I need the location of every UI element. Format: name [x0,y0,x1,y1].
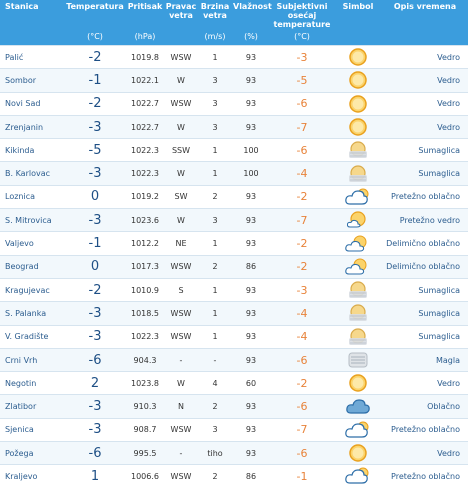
humidity-value: 93 [232,418,270,441]
haze-icon [334,280,382,300]
feels-like-value: -7 [270,115,334,138]
feels-like-value: -6 [270,442,334,465]
feels-like-value: -2 [270,232,334,255]
wind-speed-value: 3 [198,69,232,92]
weather-description: Delimično oblačno [382,232,468,255]
temperature-value: -3 [64,162,126,185]
cloud-sun-icon [334,466,382,486]
wind-direction-value: WSW [164,46,198,69]
weather-icon-cell [334,395,382,418]
wind-direction-value: W [164,69,198,92]
weather-description: Vedro [382,442,468,465]
weather-description: Vedro [382,115,468,138]
col-symbol: Simbol [334,0,382,32]
humidity-value: 93 [232,69,270,92]
table-row [0,209,468,232]
weather-icon-cell [334,162,382,185]
humidity-value: 93 [232,232,270,255]
weather-description: Pretežno vedro [382,209,468,232]
feels-like-value: -6 [270,348,334,371]
table-row [0,162,468,185]
temperature-value: -3 [64,418,126,441]
table-row [0,442,468,465]
unit-symbol [334,32,382,46]
sun-icon [334,373,382,393]
weather-description: Sumaglica [382,278,468,301]
station-name: Kraljevo [0,465,64,488]
wind-speed-value: 3 [198,92,232,115]
station-name: Palić [0,46,64,69]
wind-speed-value: - [198,348,232,371]
col-humidity: Vlažnost [232,0,270,32]
humidity-value: 100 [232,139,270,162]
wind-speed-value: tiho [198,442,232,465]
pressure-value: 1023.8 [126,372,164,395]
weather-icon-cell [334,232,382,255]
wind-direction-value: S [164,278,198,301]
table-row [0,418,468,441]
humidity-value: 93 [232,209,270,232]
wind-direction-value: W [164,372,198,395]
feels-like-value: -3 [270,46,334,69]
humidity-value: 60 [232,372,270,395]
temperature-value: -2 [64,92,126,115]
wind-speed-value: 1 [198,46,232,69]
sun-icon [334,47,382,67]
humidity-value: 93 [232,442,270,465]
wind-speed-value: 4 [198,372,232,395]
sun-icon [334,94,382,114]
sun-cloud-icon [334,210,382,230]
humidity-value: 93 [232,348,270,371]
weather-description: Sumaglica [382,162,468,185]
wind-speed-value: 1 [198,325,232,348]
weather-icon-cell [334,278,382,301]
temperature-value: -2 [64,278,126,301]
feels-like-value: -1 [270,465,334,488]
table-row [0,69,468,92]
col-feels-like: Subjektivni osećaj temperature [270,0,334,32]
table-row [0,46,468,69]
wind-direction-value: - [164,348,198,371]
pressure-value: 1019.8 [126,46,164,69]
wind-direction-value: W [164,115,198,138]
wind-speed-value: 2 [198,255,232,278]
feels-like-value: -2 [270,255,334,278]
pressure-value: 1012.2 [126,232,164,255]
fog-icon [334,350,382,370]
pressure-value: 1022.1 [126,69,164,92]
wind-speed-value: 1 [198,302,232,325]
weather-description: Oblačno [382,395,468,418]
cloud-icon [334,397,382,417]
wind-speed-value: 2 [198,465,232,488]
weather-description: Sumaglica [382,302,468,325]
station-name: Negotin [0,372,64,395]
humidity-value: 93 [232,302,270,325]
humidity-value: 93 [232,185,270,208]
wind-direction-value: WSW [164,418,198,441]
humidity-value: 93 [232,325,270,348]
station-name: Sombor [0,69,64,92]
cloud-sun-icon [334,187,382,207]
station-name: Crni Vrh [0,348,64,371]
temperature-value: -3 [64,302,126,325]
temperature-value: -6 [64,348,126,371]
table-row [0,115,468,138]
haze-icon [334,327,382,347]
col-wind-direction: Pravac vetra [164,0,198,32]
table-row [0,395,468,418]
temperature-value: -3 [64,115,126,138]
temperature-value: -3 [64,325,126,348]
feels-like-value: -5 [270,69,334,92]
feels-like-value: -4 [270,302,334,325]
table-row [0,139,468,162]
weather-icon-cell [334,418,382,441]
wind-direction-value: NE [164,232,198,255]
wind-speed-value: 1 [198,278,232,301]
temperature-value: -6 [64,442,126,465]
station-name: B. Karlovac [0,162,64,185]
partly-icon [334,234,382,254]
wind-direction-value: W [164,162,198,185]
feels-like-value: -2 [270,185,334,208]
table-row [0,255,468,278]
pressure-value: 904.3 [126,348,164,371]
wind-direction-value: SSW [164,139,198,162]
table-row [0,325,468,348]
unit-humidity: (%) [232,32,270,46]
wind-direction-value: W [164,209,198,232]
unit-wind-direction [164,32,198,46]
feels-like-value: -7 [270,209,334,232]
pressure-value: 1023.6 [126,209,164,232]
humidity-value: 86 [232,465,270,488]
table-row [0,372,468,395]
table-row [0,348,468,371]
wind-speed-value: 3 [198,209,232,232]
weather-icon-cell [334,465,382,488]
haze-icon [334,164,382,184]
station-name: S. Mitrovica [0,209,64,232]
temperature-value: -2 [64,46,126,69]
pressure-value: 1018.5 [126,302,164,325]
table-row [0,278,468,301]
temperature-value: 0 [64,255,126,278]
humidity-value: 100 [232,162,270,185]
pressure-value: 910.3 [126,395,164,418]
weather-description: Vedro [382,92,468,115]
weather-icon-cell [334,442,382,465]
col-description: Opis vremena [382,0,468,32]
humidity-value: 93 [232,92,270,115]
pressure-value: 1019.2 [126,185,164,208]
weather-icon-cell [334,348,382,371]
feels-like-value: -4 [270,162,334,185]
station-name: S. Palanka [0,302,64,325]
wind-direction-value: - [164,442,198,465]
humidity-value: 93 [232,395,270,418]
feels-like-value: -4 [270,325,334,348]
units-row [0,32,468,46]
station-name: Zlatibor [0,395,64,418]
cloud-sun-icon [334,420,382,440]
weather-description: Pretežno oblačno [382,465,468,488]
weather-icon-cell [334,115,382,138]
temperature-value: -3 [64,395,126,418]
weather-icon-cell [334,46,382,69]
temperature-value: -3 [64,209,126,232]
header-row [0,0,468,32]
wind-speed-value: 2 [198,185,232,208]
station-name: Kikinda [0,139,64,162]
weather-description: Pretežno oblačno [382,185,468,208]
table-row [0,465,468,488]
weather-description: Sumaglica [382,325,468,348]
weather-icon-cell [334,69,382,92]
unit-feels-like: (°C) [270,32,334,46]
weather-description: Sumaglica [382,139,468,162]
station-name: Loznica [0,185,64,208]
feels-like-value: -2 [270,372,334,395]
wind-direction-value: WSW [164,465,198,488]
pressure-value: 1022.3 [126,325,164,348]
weather-icon-cell [334,325,382,348]
weather-icon-cell [334,209,382,232]
temperature-value: 2 [64,372,126,395]
pressure-value: 1017.3 [126,255,164,278]
wind-speed-value: 1 [198,139,232,162]
feels-like-value: -7 [270,418,334,441]
col-pressure: Pritisak [126,0,164,32]
wind-direction-value: WSW [164,92,198,115]
haze-icon [334,303,382,323]
wind-speed-value: 3 [198,115,232,138]
col-station: Stanica [0,0,64,32]
col-wind-speed: Brzina vetra [198,0,232,32]
wind-direction-value: WSW [164,302,198,325]
station-name: Zrenjanin [0,115,64,138]
haze-icon [334,140,382,160]
wind-speed-value: 3 [198,418,232,441]
pressure-value: 1006.6 [126,465,164,488]
wind-speed-value: 1 [198,162,232,185]
wind-speed-value: 1 [198,232,232,255]
station-name: V. Gradište [0,325,64,348]
col-temperature: Temperatura [64,0,126,32]
unit-station [0,32,64,46]
pressure-value: 1022.7 [126,115,164,138]
unit-wind-speed: (m/s) [198,32,232,46]
humidity-value: 93 [232,115,270,138]
weather-icon-cell [334,139,382,162]
table-row [0,232,468,255]
weather-description: Delimično oblačno [382,255,468,278]
weather-icon-cell [334,185,382,208]
temperature-value: 1 [64,465,126,488]
wind-direction-value: SW [164,185,198,208]
sun-icon [334,70,382,90]
station-name: Valjevo [0,232,64,255]
table-row [0,302,468,325]
weather-description: Vedro [382,69,468,92]
unit-pressure: (hPa) [126,32,164,46]
wind-direction-value: N [164,395,198,418]
weather-description: Vedro [382,372,468,395]
wind-direction-value: WSW [164,325,198,348]
sun-icon [334,117,382,137]
temperature-value: 0 [64,185,126,208]
station-name: Sjenica [0,418,64,441]
weather-icon-cell [334,302,382,325]
humidity-value: 86 [232,255,270,278]
unit-description [382,32,468,46]
temperature-value: -5 [64,139,126,162]
feels-like-value: -6 [270,139,334,162]
temperature-value: -1 [64,232,126,255]
feels-like-value: -3 [270,278,334,301]
pressure-value: 908.7 [126,418,164,441]
pressure-value: 1022.3 [126,139,164,162]
wind-direction-value: WSW [164,255,198,278]
station-name: Požega [0,442,64,465]
weather-description: Vedro [382,46,468,69]
weather-description: Magla [382,348,468,371]
pressure-value: 1010.9 [126,278,164,301]
weather-description: Pretežno oblačno [382,418,468,441]
wind-speed-value: 2 [198,395,232,418]
pressure-value: 1022.3 [126,162,164,185]
humidity-value: 93 [232,46,270,69]
table-row [0,92,468,115]
weather-icon-cell [334,92,382,115]
feels-like-value: -6 [270,92,334,115]
partly-icon [334,257,382,277]
feels-like-value: -6 [270,395,334,418]
weather-icon-cell [334,372,382,395]
station-name: Beograd [0,255,64,278]
humidity-value: 93 [232,278,270,301]
weather-icon-cell [334,255,382,278]
pressure-value: 1022.7 [126,92,164,115]
station-name: Kragujevac [0,278,64,301]
sun-icon [334,443,382,463]
unit-temperature: (°C) [64,32,126,46]
pressure-value: 995.5 [126,442,164,465]
station-name: Novi Sad [0,92,64,115]
table-row [0,185,468,208]
temperature-value: -1 [64,69,126,92]
